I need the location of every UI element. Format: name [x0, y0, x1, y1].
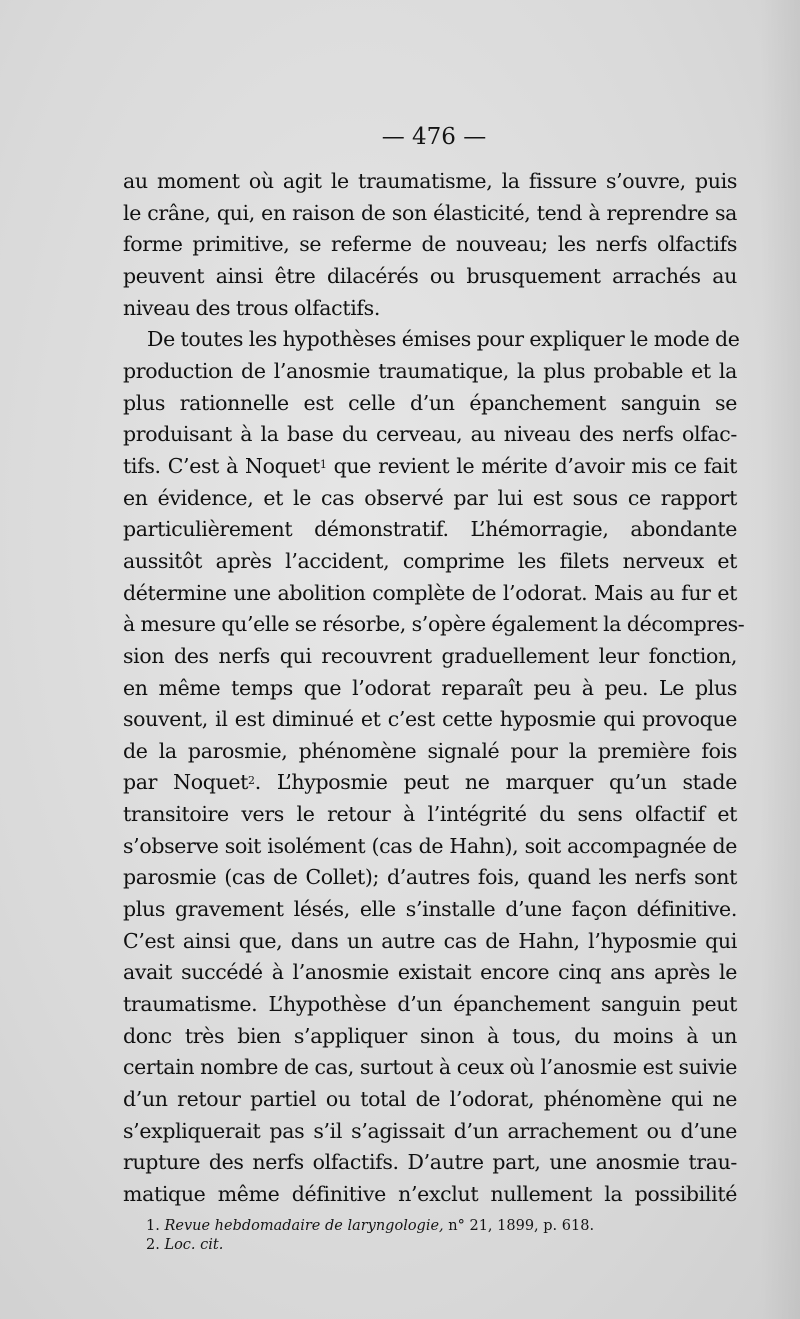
page-number: — 476 —	[381, 124, 487, 150]
text-line: forme primitive, se referme de nouveau; les nerfs olfactifs	[123, 232, 737, 257]
text-line: C’est ainsi que, dans un autre cas de Hahn, l’hyposmie qui	[123, 928, 737, 953]
text-segment: que revient le mérite d’avoir mis ce fait	[333, 453, 737, 478]
text-line: aussitôt après l’accident, comprime les filets nerveux et	[123, 548, 737, 573]
text-line: s’expliquerait pas s’il s’agissait d’un arrachement ou d’une	[123, 1118, 737, 1143]
text-line: d’un retour partiel ou total de l’odorat, phénomène qui ne	[123, 1087, 737, 1112]
text-line: parosmie (cas de Collet); d’autres fois, quand les nerfs sont	[123, 865, 737, 890]
text-segment: par Noquet	[123, 770, 249, 795]
footnote-ref: 1	[319, 457, 327, 471]
text-line: au moment où agit le traumatisme, la fissure s’ouvre, puis	[123, 169, 737, 193]
footnotes	[146, 1217, 746, 1255]
text-line: souvent, il est diminué et c’est cette hyposmie qui provoque	[123, 707, 737, 732]
text-segment: tifs. C’est à Noquet	[123, 453, 320, 478]
text-line: rupture des nerfs olfactifs. D’autre part, une anosmie trau-	[123, 1150, 737, 1175]
text-segment: . L’hyposmie peut ne marquer qu’un stade	[254, 770, 737, 795]
text-line: plus gravement lésés, elle s’installe d’une façon définitive.	[123, 897, 737, 922]
footnote-detail: n° 21, 1899, p. 618.	[443, 1218, 595, 1234]
text-line: peuvent ainsi être dilacérés ou brusquement arrachés au	[123, 263, 737, 288]
footnote-number: 2.	[146, 1237, 160, 1253]
text-line: traumatisme. L’hypothèse d’un épanchement sanguin peut	[123, 992, 737, 1017]
text-line: production de l’anosmie traumatique, la plus probable et la	[123, 358, 737, 383]
text-line: niveau des trous olfactifs.	[123, 295, 380, 320]
text-line: certain nombre de cas, surtout à ceux où l’anosmie est suivie	[123, 1055, 737, 1080]
text-line: en évidence, et le cas observé par lui est sous ce rapport	[123, 485, 737, 510]
text-line: transitoire vers le retour à l’intégrité du sens olfactif et	[123, 802, 737, 827]
footnote-source: Revue hebdomadaire de laryngologie,	[164, 1218, 444, 1234]
text-line: le crâne, qui, en raison de son élasticité, tend à reprendre sa	[123, 200, 737, 225]
text-line: matique même définitive n’exclut nullement la possibilité	[123, 1182, 737, 1206]
footnote	[146, 1217, 746, 1236]
text-line: avait succédé à l’anosmie existait encore cinq ans après le	[123, 960, 737, 985]
footnote-number: 1.	[146, 1218, 160, 1234]
text-line	[123, 451, 737, 483]
text-line: produisant à la base du cerveau, au niveau des nerfs olfac-	[123, 422, 737, 447]
text-line: donc très bien s’appliquer sinon à tous, du moins à un	[123, 1023, 737, 1048]
text-line: de la parosmie, phénomène signalé pour la première fois	[123, 738, 737, 763]
footnote	[146, 1236, 746, 1255]
text-line: s’observe soit isolément (cas de Hahn), soit accompagnée de	[123, 833, 737, 858]
text-line: en même temps que l’odorat reparaît peu à peu. Le plus	[123, 675, 737, 700]
text-line: particulièrement démonstratif. L’hémorragie, abondante	[123, 517, 737, 542]
text-line: plus rationnelle est celle d’un épanchement sanguin se	[123, 390, 737, 415]
body-text	[123, 166, 745, 1211]
text-line: sion des nerfs qui recouvrent graduellement leur fonction,	[123, 643, 737, 668]
footnote-source: Loc. cit.	[164, 1237, 224, 1253]
text-line	[123, 767, 737, 799]
text-line: à mesure qu’elle se résorbe, s’opère également la décompres-	[123, 612, 745, 637]
text-line: détermine une abolition complète de l’odorat. Mais au fur et	[123, 580, 737, 605]
text-line: De toutes les hypothèses émises pour expliquer le mode de	[147, 327, 740, 352]
footnote-ref: 2	[248, 774, 255, 788]
